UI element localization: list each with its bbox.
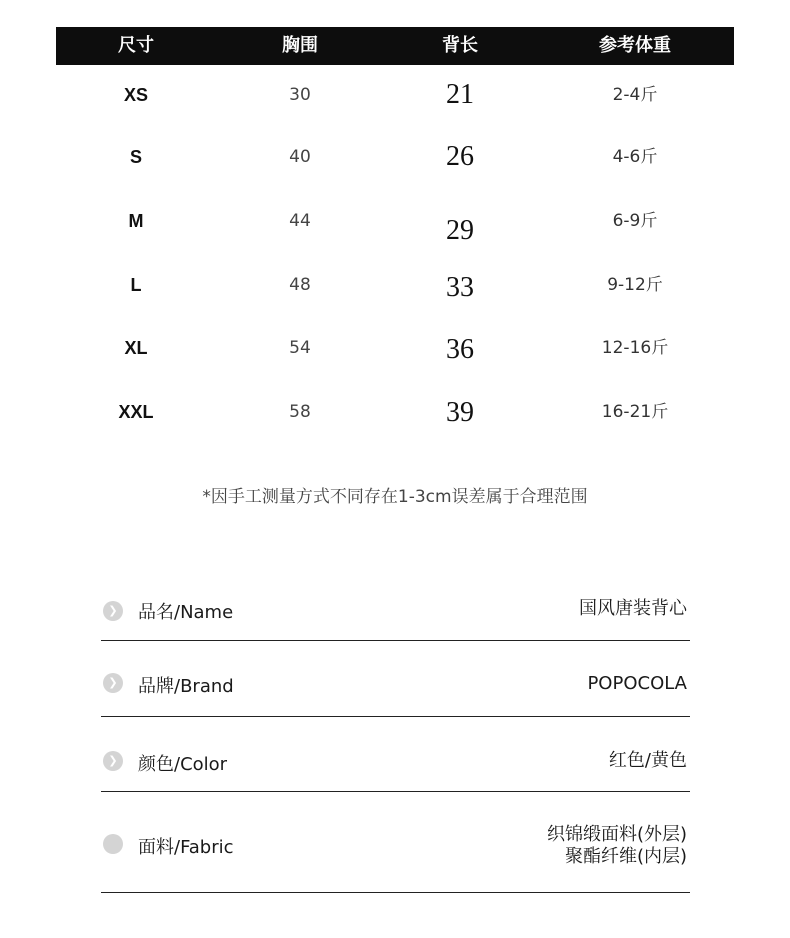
info-label: 面料/Fabric <box>138 837 234 858</box>
chevron-circle-icon: ❯ <box>103 751 123 771</box>
header-back-length: 背长 <box>442 35 478 56</box>
size-row <box>56 328 734 368</box>
info-label: 颜色/Color <box>138 754 228 775</box>
back-length-cell: 36 <box>446 334 474 365</box>
info-value <box>579 598 687 620</box>
weight-cell: 2-4斤 <box>612 85 658 105</box>
circle-icon <box>103 834 123 854</box>
size-table-header <box>56 27 734 65</box>
header-weight: 参考体重 <box>599 35 671 56</box>
back-length-cell: 21 <box>446 79 474 110</box>
info-value-line: POPOCOLA <box>587 673 687 694</box>
info-row-fabric <box>101 792 690 893</box>
size-cell: M <box>128 211 144 231</box>
chest-cell: 40 <box>289 147 311 167</box>
size-row <box>56 201 734 246</box>
weight-cell: 9-12斤 <box>607 275 663 295</box>
info-row-brand <box>101 641 690 717</box>
measurement-note: *因手工测量方式不同存在1-3cm误差属于合理范围 <box>202 487 588 507</box>
info-value <box>547 824 687 868</box>
chevron-circle-icon: ❯ <box>103 673 123 693</box>
info-row-color <box>101 717 690 792</box>
size-row <box>56 392 734 432</box>
size-cell: XXL <box>118 402 154 422</box>
header-chest: 胸围 <box>282 35 318 56</box>
back-length-cell: 29 <box>446 215 474 246</box>
info-row-name <box>101 590 690 641</box>
size-row <box>56 265 734 305</box>
info-value <box>587 673 687 695</box>
info-label: 品牌/Brand <box>138 676 234 697</box>
chest-cell: 30 <box>289 85 311 105</box>
info-value-line: 织锦缎面料(外层) <box>546 824 687 845</box>
size-row <box>56 75 734 115</box>
chest-cell: 44 <box>289 211 311 231</box>
header-size: 尺寸 <box>118 35 154 56</box>
info-value-line: 国风唐装背心 <box>579 598 687 619</box>
chevron-circle-icon: ❯ <box>103 601 123 621</box>
back-length-cell: 39 <box>446 397 474 428</box>
back-length-cell: 26 <box>446 141 474 172</box>
chest-cell: 54 <box>289 338 311 358</box>
size-cell: L <box>130 275 142 295</box>
chest-cell: 58 <box>289 402 311 422</box>
size-cell: XL <box>124 338 148 358</box>
weight-cell: 6-9斤 <box>612 211 658 231</box>
chest-cell: 48 <box>289 275 311 295</box>
size-row <box>56 137 734 177</box>
size-cell: S <box>129 147 142 167</box>
info-value-line: 红色/黄色 <box>608 750 687 771</box>
weight-cell: 16-21斤 <box>601 402 669 422</box>
back-length-cell: 33 <box>446 272 474 303</box>
weight-cell: 12-16斤 <box>601 338 669 358</box>
info-value <box>609 750 687 772</box>
info-value-line: 聚酯纤维(内层) <box>564 846 687 867</box>
size-cell: XS <box>123 85 148 105</box>
info-label: 品名/Name <box>138 602 234 623</box>
weight-cell: 4-6斤 <box>612 147 658 167</box>
